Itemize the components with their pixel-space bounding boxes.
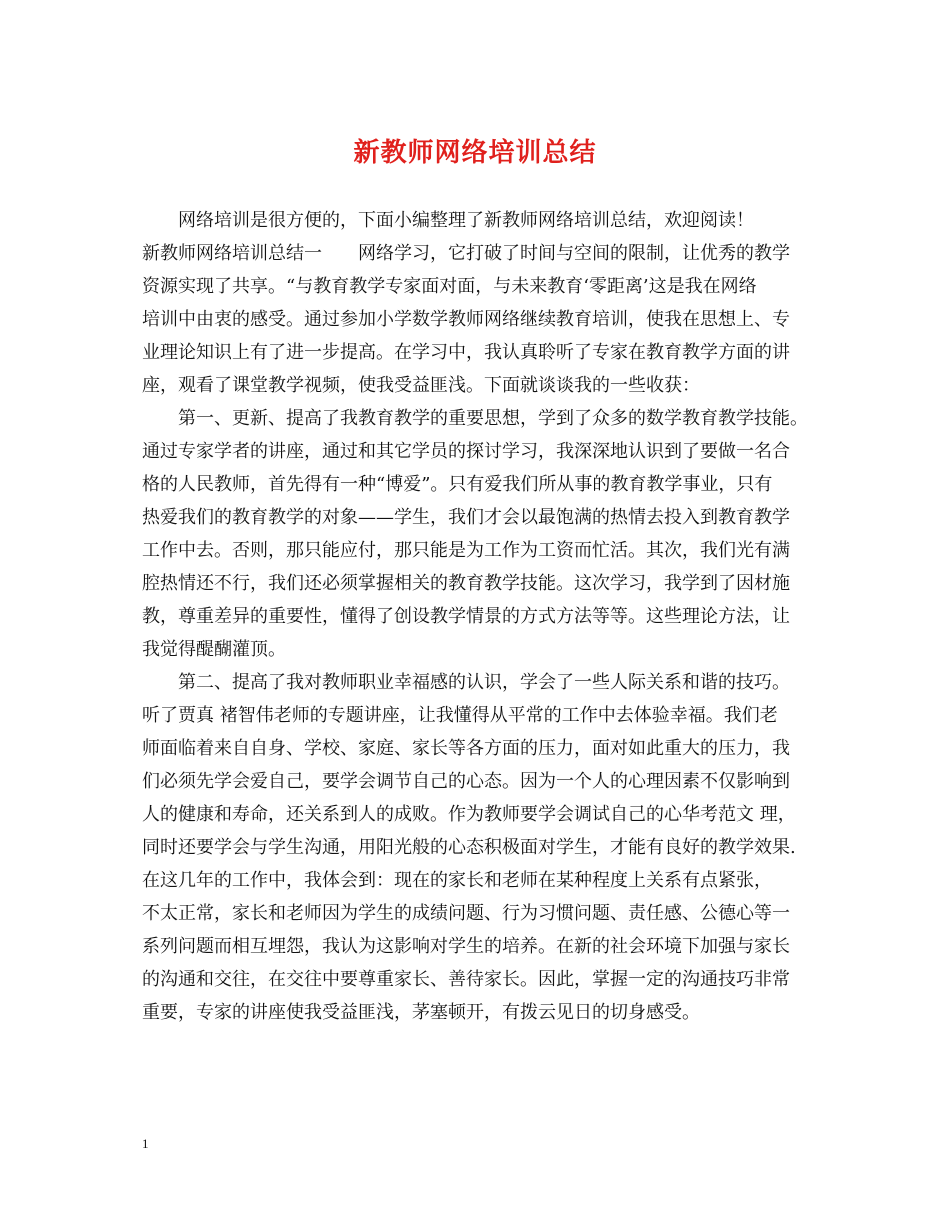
text-line: 网络培训是很方便的，下面小编整理了新教师网络培训总结，欢迎阅读！	[142, 210, 754, 231]
text-line: 们必须先学会爱自己，要学会调节自己的心态。因为一个人的心理因素不仅影响到	[142, 771, 790, 792]
text-line: 业理论知识上有了进一步提高。在学习中，我认真聆听了专家在教育教学方面的讲	[142, 342, 790, 363]
text-line: 新教师网络培训总结一 网络学习，它打破了时间与空间的限制，让优秀的教学	[142, 243, 790, 264]
text-line: 工作中去。否则，那只能应付，那只能是为工作为工资而忙活。其次，我们光有满	[142, 540, 790, 561]
text-line: 通过专家学者的讲座，通过和其它学员的探讨学习，我深深地认识到了要做一名合	[142, 441, 790, 462]
text-line: 格的人民教师，首先得有一种“博爱”。只有爱我们所从事的教育教学事业，只有	[142, 474, 773, 495]
text-line: 第一、更新、提高了我教育教学的重要思想，学到了众多的数学教育教学技能。	[142, 408, 808, 429]
text-line: 不太正常，家长和老师因为学生的成绩问题、行为习惯问题、责任感、公德心等一	[142, 903, 790, 924]
text-line: 在这几年的工作中，我体会到：现在的家长和老师在某种程度上关系有点紧张，	[142, 870, 772, 891]
text-line: 同时还要学会与学生沟通，用阳光般的心态积极面对学生，才能有良好的教学效果.	[142, 837, 796, 858]
text-line: 培训中由衷的感受。通过参加小学数学教师网络继续教育培训，使我在思想上、专	[142, 309, 790, 330]
text-line: 人的健康和寿命，还关系到人的成败。作为教师要学会调试自己的心华考范文 理，	[142, 804, 796, 825]
document-title: 新教师网络培训总结	[353, 138, 597, 168]
page-number: 1	[142, 1136, 149, 1151]
text-line: 我觉得醍醐灌顶。	[142, 639, 286, 660]
text-line: 系列问题而相互埋怨，我认为这影响对学生的培养。在新的社会环境下加强与家长	[142, 936, 790, 957]
text-line: 热爱我们的教育教学的对象——学生，我们才会以最饱满的热情去投入到教育教学	[142, 507, 790, 528]
text-line: 重要，专家的讲座使我受益匪浅，茅塞顿开，有拨云见日的切身感受。	[142, 1002, 700, 1023]
text-line: 师面临着来自自身、学校、家庭、家长等各方面的压力，面对如此重大的压力，我	[142, 738, 790, 759]
text-line: 第二、提高了我对教师职业幸福感的认识，学会了一些人际关系和谐的技巧。	[142, 672, 790, 693]
text-line: 的沟通和交往，在交往中要尊重家长、善待家长。因此，掌握一定的沟通技巧非常	[142, 969, 790, 990]
text-line: 听了贾真 褚智伟老师的专题讲座，让我懂得从平常的工作中去体验幸福。我们老	[142, 705, 778, 726]
text-line: 资源实现了共享。“与教育教学专家面对面，与未来教育‘零距离’这是我在网络	[142, 276, 757, 297]
text-line: 教，尊重差异的重要性，懂得了创设教学情景的方式方法等等。这些理论方法，让	[142, 606, 790, 627]
text-line: 座，观看了课堂教学视频，使我受益匪浅。下面就谈谈我的一些收获：	[142, 375, 700, 396]
text-line: 腔热情还不行，我们还必须掌握相关的教育教学技能。这次学习，我学到了因材施	[142, 573, 790, 594]
